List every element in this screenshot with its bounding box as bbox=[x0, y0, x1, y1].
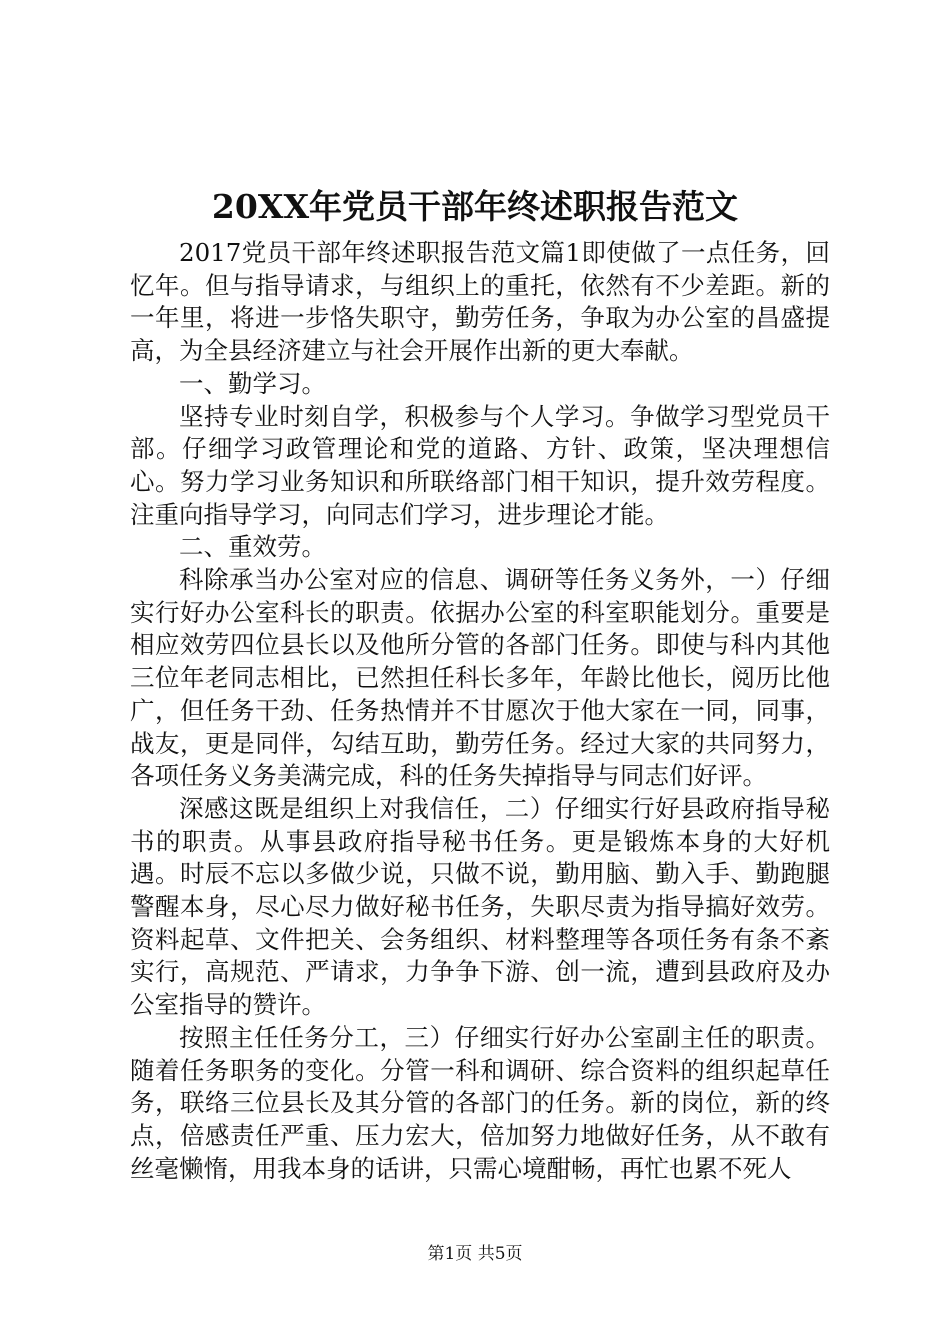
document-title: 20XX年党员干部年终述职报告范文 bbox=[211, 187, 739, 226]
paragraph-intro: 2017党员干部年终述职报告范文篇1即使做了一点任务，回忆年。但与指导请求，与组织上的重托，依然有不少差距。新的一年里，将进一步恪失职守，勤劳任务，争取为办公室的昌盛提高，为全县经济建立与社会开展作出新的更大奉献。 bbox=[130, 238, 830, 366]
paragraph-service-2: 深感这既是组织上对我信任，二）仔细实行好县政府指导秘书的职责。从事县政府指导秘书任务。更是锻炼本身的大好机遇。时辰不忘以多做少说，只做不说，勤用脑、勤入手、勤跑腿警醒本身，尽心尽力做好秘书任务，失职尽责为指导搞好效劳。资料起草、文件把关、会务组织、材料整理等各项任务有条不紊实行，高规范、严请求，力争争下游、创一流，遭到县政府及办公室指导的赞许。 bbox=[130, 793, 830, 1020]
section-heading-service: 二、重效劳。 bbox=[179, 532, 326, 562]
paragraph-service-3: 按照主任任务分工，三）仔细实行好办公室副主任的职责。随着任务职务的变化。分管一科和调研、综合资料的组织起草任务，联络三位县长及其分管的各部门的任务。新的岗位，新的终点，倍感责任严重、压力宏大，倍加努力地做好任务，从不敢有丝毫懒惰，用我本身的话讲，只需心境酣畅，再忙也累不死人 bbox=[130, 1022, 830, 1183]
paragraph-study: 坚持专业时刻自学，积极参与个人学习。争做学习型党员干部。仔细学习政管理论和党的道路、方针、政策，坚决理想信心。努力学习业务知识和所联络部门相干知识，提升效劳程度。注重向指导学习，向同志们学习，进步理论才能。 bbox=[130, 401, 830, 529]
section-heading-study: 一、勤学习。 bbox=[179, 368, 326, 398]
document-body bbox=[130, 237, 830, 1185]
page-footer: 第1页 共5页 bbox=[427, 1244, 523, 1264]
paragraph-service-1: 科除承当办公室对应的信息、调研等任务义务外，一）仔细实行好办公室科长的职责。依据办公室的科室职能划分。重要是相应效劳四位县长以及他所分管的各部门任务。即使与科内其他三位年老同志相比，已然担任科长多年，年龄比他长，阅历比他广，但任务干劲、任务热情并不甘愿次于他大家在一同，同事，战友，更是同伴，勾结互助，勤劳任务。经过大家的共同努力，各项任务义务美满完成，科的任务失掉指导与同志们好评。 bbox=[130, 565, 830, 791]
